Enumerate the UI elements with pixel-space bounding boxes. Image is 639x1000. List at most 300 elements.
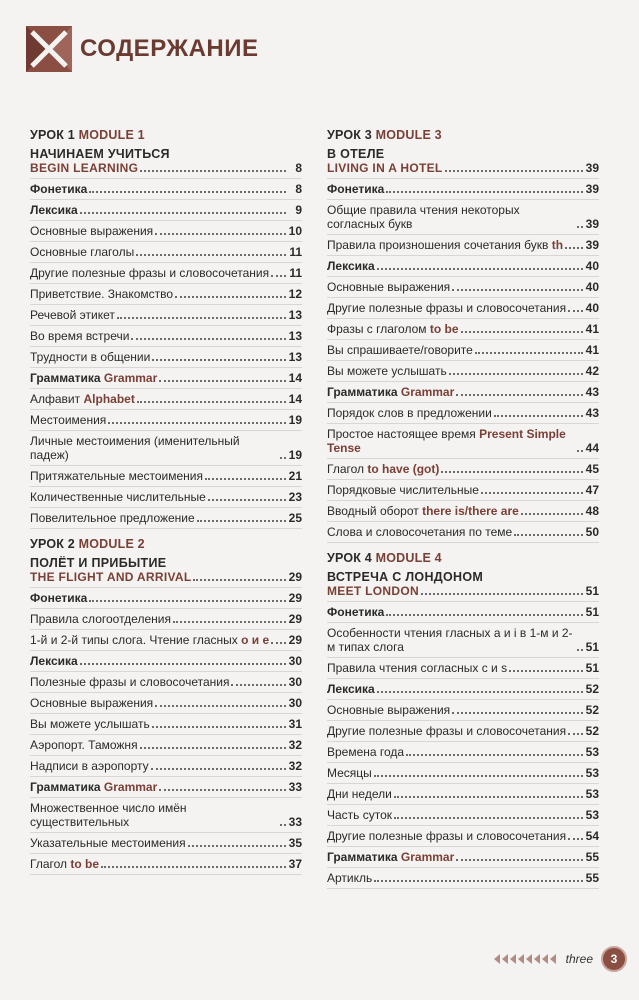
entry-text-ru: Фонетика bbox=[30, 182, 88, 196]
entry-text-ru: Глагол bbox=[327, 462, 365, 476]
entry-text-ru: Основные выражения bbox=[30, 696, 154, 710]
dot-leader bbox=[452, 712, 583, 714]
entry-text bbox=[30, 633, 269, 647]
entry-text-en: th bbox=[551, 238, 564, 252]
entry-text-ru: Грамматика bbox=[327, 850, 398, 864]
page-ref: 29 bbox=[288, 570, 302, 584]
dot-leader bbox=[140, 170, 286, 172]
page-ref: 43 bbox=[585, 385, 599, 399]
dot-leader bbox=[159, 380, 286, 382]
toc-entry[interactable] bbox=[30, 284, 302, 305]
entry-text bbox=[30, 780, 157, 794]
dot-leader bbox=[509, 670, 583, 672]
entry-text-en: to have (got) bbox=[367, 462, 440, 476]
decorative-arrows bbox=[494, 954, 556, 964]
section-title-ru: ВСТРЕЧА С ЛОНДОНОМ bbox=[327, 570, 484, 584]
entry-text bbox=[30, 591, 87, 605]
page-ref: 13 bbox=[288, 308, 302, 322]
dot-leader bbox=[456, 394, 583, 396]
dot-leader bbox=[89, 191, 286, 193]
toc-entry[interactable] bbox=[327, 480, 599, 501]
dot-leader bbox=[456, 859, 583, 861]
toc-entry[interactable] bbox=[30, 756, 302, 777]
toc-section bbox=[30, 128, 302, 529]
toc-entry[interactable] bbox=[30, 368, 302, 389]
dot-leader bbox=[481, 492, 583, 494]
toc-entry[interactable] bbox=[327, 679, 599, 700]
entry-text-ru: Вы можете услышать bbox=[30, 717, 150, 731]
page-ref: 21 bbox=[288, 469, 302, 483]
page-ref: 48 bbox=[585, 504, 599, 518]
entry-text bbox=[30, 654, 78, 668]
section-title-ru: НАЧИНАЕМ УЧИТЬСЯ bbox=[30, 147, 170, 161]
page-ref: 51 bbox=[585, 640, 599, 654]
entry-text-ru: Фонетика bbox=[30, 591, 88, 605]
page-number-badge: 3 bbox=[601, 946, 627, 972]
toc-entry[interactable] bbox=[327, 501, 599, 522]
entry-text bbox=[327, 406, 492, 420]
toc-entry[interactable] bbox=[30, 798, 302, 833]
entry-text-ru: Грамматика bbox=[30, 371, 101, 385]
section-title-ru: В ОТЕЛЕ bbox=[327, 147, 385, 161]
toc-entry[interactable] bbox=[327, 424, 599, 459]
page-ref: 39 bbox=[585, 182, 599, 196]
toc-entry[interactable] bbox=[327, 179, 599, 200]
entry-text bbox=[30, 329, 129, 343]
toc-entry[interactable] bbox=[327, 522, 599, 543]
page-ref: 30 bbox=[288, 675, 302, 689]
dot-leader bbox=[452, 289, 583, 291]
dot-leader bbox=[568, 733, 583, 735]
page-ref: 39 bbox=[585, 161, 599, 175]
dot-leader bbox=[475, 352, 583, 354]
dot-leader bbox=[155, 233, 286, 235]
entry-text bbox=[30, 836, 186, 850]
entry-text-en: to be bbox=[429, 322, 459, 336]
entry-text-ru: Правила чтения согласных c и s bbox=[327, 661, 508, 675]
page-ref: 51 bbox=[585, 661, 599, 675]
module-number: MODULE 1 bbox=[78, 128, 145, 142]
page-ref: 37 bbox=[288, 857, 302, 871]
dot-leader bbox=[152, 359, 286, 361]
entry-text bbox=[327, 182, 384, 196]
page-ref: 29 bbox=[288, 633, 302, 647]
entry-text-en: Grammar bbox=[103, 371, 158, 385]
page-ref: 51 bbox=[585, 605, 599, 619]
entry-text bbox=[327, 483, 479, 497]
page-ref: 40 bbox=[585, 280, 599, 294]
page-ref: 43 bbox=[585, 406, 599, 420]
page-ref: 52 bbox=[585, 724, 599, 738]
page-ref: 14 bbox=[288, 392, 302, 406]
entry-text bbox=[30, 612, 171, 626]
entry-text-ru: Другие полезные фразы и словосочетания bbox=[327, 829, 567, 843]
toc-section bbox=[30, 537, 302, 875]
entry-text-ru: Фразы с глаголом bbox=[327, 322, 427, 336]
dot-leader bbox=[374, 880, 583, 882]
entry-text bbox=[327, 871, 372, 885]
dot-leader bbox=[377, 691, 583, 693]
entry-text bbox=[30, 469, 203, 483]
dot-leader bbox=[394, 796, 583, 798]
dot-leader bbox=[494, 415, 583, 417]
toc-entry[interactable] bbox=[327, 847, 599, 868]
dot-leader bbox=[441, 471, 583, 473]
toc-entry[interactable] bbox=[30, 431, 302, 466]
entry-text-ru: Основные выражения bbox=[327, 703, 451, 717]
page-ref: 19 bbox=[288, 448, 302, 462]
page-ref: 13 bbox=[288, 329, 302, 343]
dot-leader bbox=[445, 170, 583, 172]
entry-text-ru: Повелительное предложение bbox=[30, 511, 195, 525]
entry-text-ru: Аэропорт. Таможня bbox=[30, 738, 138, 752]
entry-text bbox=[30, 287, 173, 301]
urok-number: УРОК 2 bbox=[30, 537, 75, 551]
page-ref: 23 bbox=[288, 490, 302, 504]
entry-text bbox=[30, 203, 78, 217]
toc-entry[interactable] bbox=[30, 410, 302, 431]
section-title-en-line[interactable] bbox=[327, 161, 599, 179]
entry-text bbox=[327, 525, 512, 539]
dot-leader bbox=[89, 600, 286, 602]
toc-entry[interactable] bbox=[327, 340, 599, 361]
entry-text bbox=[327, 364, 447, 378]
arrow-left-icon bbox=[502, 954, 508, 964]
entry-text-ru: Количественные числительные bbox=[30, 490, 206, 504]
dot-leader bbox=[137, 401, 286, 403]
entry-text-en: Alphabet bbox=[83, 392, 135, 406]
dot-leader bbox=[521, 513, 583, 515]
toc-entry[interactable] bbox=[327, 742, 599, 763]
entry-text-ru: Вы спрашиваете/говорите bbox=[327, 343, 473, 357]
dot-leader bbox=[152, 726, 286, 728]
toc-entry[interactable] bbox=[327, 658, 599, 679]
entry-text bbox=[327, 322, 459, 336]
entry-text bbox=[30, 717, 150, 731]
entry-text bbox=[30, 675, 229, 689]
toc-left-column bbox=[30, 128, 302, 883]
entry-text bbox=[327, 343, 473, 357]
page-ref: 52 bbox=[585, 703, 599, 717]
dot-leader bbox=[108, 422, 286, 424]
page-ref: 39 bbox=[585, 238, 599, 252]
toc-entry[interactable] bbox=[30, 221, 302, 242]
entry-text-en: Present Simple Tense bbox=[327, 427, 566, 455]
toc-entry[interactable] bbox=[327, 235, 599, 256]
entry-text-en: Grammar bbox=[103, 780, 158, 794]
entry-text bbox=[327, 238, 563, 252]
dot-leader bbox=[271, 642, 286, 644]
entry-text-en: to be bbox=[70, 857, 100, 871]
entry-text bbox=[327, 301, 566, 315]
entry-text-ru: Часть суток bbox=[327, 808, 393, 822]
toc-entry[interactable] bbox=[30, 833, 302, 854]
toc-entry[interactable] bbox=[327, 623, 599, 658]
footer-page-word: three bbox=[565, 952, 593, 966]
entry-text-ru: Трудности в общении bbox=[30, 350, 151, 364]
toc-entry[interactable] bbox=[30, 693, 302, 714]
entry-text-ru: Месяцы bbox=[327, 766, 372, 780]
section-label bbox=[327, 128, 599, 142]
entry-text-ru: Основные выражения bbox=[327, 280, 451, 294]
toc-entry[interactable] bbox=[30, 347, 302, 368]
entry-text bbox=[327, 626, 575, 654]
toc-entry[interactable] bbox=[327, 763, 599, 784]
toc-entry[interactable] bbox=[30, 651, 302, 672]
entry-text-ru: Правила произношения сочетания букв bbox=[327, 238, 549, 252]
entry-text-ru: Алфавит bbox=[30, 392, 81, 406]
toc-entry[interactable] bbox=[327, 459, 599, 480]
page-ref: 55 bbox=[585, 850, 599, 864]
entry-text bbox=[327, 462, 439, 476]
toc-entry[interactable] bbox=[327, 361, 599, 382]
dot-leader bbox=[377, 268, 583, 270]
entry-text-ru: 1-й и 2-й типы слога. Чтение гласных bbox=[30, 633, 238, 647]
entry-text bbox=[327, 427, 575, 455]
entry-text-ru: Полезные фразы и словосочетания bbox=[30, 675, 230, 689]
toc-entry[interactable] bbox=[30, 672, 302, 693]
page-title: СОДЕРЖАНИЕ bbox=[80, 35, 259, 62]
page-ref: 35 bbox=[288, 836, 302, 850]
entry-text bbox=[30, 801, 278, 829]
page-ref: 54 bbox=[585, 829, 599, 843]
toc-entry[interactable] bbox=[327, 200, 599, 235]
toc-entry[interactable] bbox=[327, 382, 599, 403]
page-ref: 40 bbox=[585, 259, 599, 273]
toc-entry[interactable] bbox=[30, 609, 302, 630]
entry-text-ru: Надписи в аэропорту bbox=[30, 759, 149, 773]
section-title-en-line[interactable] bbox=[327, 584, 599, 602]
toc-entry[interactable] bbox=[327, 700, 599, 721]
page-ref: 52 bbox=[585, 682, 599, 696]
page-ref: 32 bbox=[288, 738, 302, 752]
entry-text bbox=[30, 182, 87, 196]
entry-text bbox=[327, 682, 375, 696]
entry-text bbox=[327, 203, 575, 231]
entry-text-ru: Лексика bbox=[327, 259, 375, 273]
toc-section bbox=[327, 551, 599, 889]
section-label bbox=[30, 537, 302, 551]
dot-leader bbox=[406, 754, 583, 756]
entry-text-ru: Глагол bbox=[30, 857, 68, 871]
dot-leader bbox=[386, 191, 583, 193]
toc-entry[interactable] bbox=[327, 868, 599, 889]
entry-text-ru: Личные местоимения (именительный падеж) bbox=[30, 434, 240, 462]
dot-leader bbox=[577, 649, 583, 651]
entry-text bbox=[327, 280, 450, 294]
page-ref: 47 bbox=[585, 483, 599, 497]
section-title-en: THE FLIGHT AND ARRIVAL bbox=[30, 570, 192, 584]
entry-text-ru: Слова и словосочетания по теме bbox=[327, 525, 513, 539]
page-ref: 53 bbox=[585, 808, 599, 822]
dot-leader bbox=[394, 817, 583, 819]
toc-entry[interactable] bbox=[30, 777, 302, 798]
module-number: MODULE 2 bbox=[78, 537, 145, 551]
page-ref: 14 bbox=[288, 371, 302, 385]
entry-text-ru: Фонетика bbox=[327, 605, 385, 619]
entry-text bbox=[327, 724, 566, 738]
page-footer bbox=[494, 946, 627, 972]
entry-text-en: Grammar bbox=[400, 385, 455, 399]
page-ref: 41 bbox=[585, 322, 599, 336]
toc-entry[interactable] bbox=[30, 326, 302, 347]
toc-entry[interactable] bbox=[327, 602, 599, 623]
page-ref: 9 bbox=[295, 203, 302, 217]
toc-section bbox=[327, 128, 599, 543]
entry-text-ru: Лексика bbox=[327, 682, 375, 696]
toc-entry[interactable] bbox=[30, 854, 302, 875]
entry-text-ru: Простое настоящее время bbox=[327, 427, 476, 441]
entry-text bbox=[30, 413, 106, 427]
entry-text bbox=[30, 696, 153, 710]
entry-text-ru: Множественное число имён существительных bbox=[30, 801, 187, 829]
dot-leader bbox=[514, 534, 583, 536]
dot-leader bbox=[421, 593, 583, 595]
toc-entry[interactable] bbox=[30, 389, 302, 410]
entry-text-ru: Лексика bbox=[30, 654, 78, 668]
dot-leader bbox=[449, 373, 583, 375]
entry-text bbox=[30, 371, 157, 385]
section-title-en: MEET LONDON bbox=[327, 584, 419, 598]
toc-entry[interactable] bbox=[327, 721, 599, 742]
page-ref: 11 bbox=[289, 266, 302, 280]
page-ref: 42 bbox=[585, 364, 599, 378]
toc-entry[interactable] bbox=[30, 305, 302, 326]
dot-leader bbox=[101, 866, 286, 868]
entry-text-ru: Общие правила чтения некоторых согласных букв bbox=[327, 203, 520, 231]
entry-text-ru: Времена года bbox=[327, 745, 405, 759]
toc-entry[interactable] bbox=[30, 630, 302, 651]
entry-text-ru: Порядковые числительные bbox=[327, 483, 479, 497]
toc-entry[interactable] bbox=[327, 403, 599, 424]
dot-leader bbox=[173, 621, 286, 623]
page-header bbox=[26, 26, 259, 72]
toc-entry[interactable] bbox=[30, 487, 302, 508]
toc-entry[interactable] bbox=[30, 508, 302, 529]
arrow-left-icon bbox=[526, 954, 532, 964]
toc-entry[interactable] bbox=[30, 179, 302, 200]
urok-number: УРОК 3 bbox=[327, 128, 372, 142]
entry-text bbox=[327, 605, 384, 619]
page-ref: 31 bbox=[288, 717, 302, 731]
entry-text bbox=[30, 308, 115, 322]
dot-leader bbox=[80, 212, 286, 214]
toc-entry[interactable] bbox=[30, 263, 302, 284]
toc-entry[interactable] bbox=[30, 466, 302, 487]
section-label bbox=[30, 128, 302, 142]
page-ref: 32 bbox=[288, 759, 302, 773]
entry-text-ru: Во время встречи bbox=[30, 329, 130, 343]
entry-text-ru: Вы можете услышать bbox=[327, 364, 447, 378]
entry-text bbox=[327, 703, 450, 717]
toc-right-column bbox=[327, 128, 599, 897]
toc-entry[interactable] bbox=[30, 242, 302, 263]
toc-entry[interactable] bbox=[327, 319, 599, 340]
entry-text-ru: Указательные местоимения bbox=[30, 836, 186, 850]
section-label bbox=[327, 551, 599, 565]
section-title-en-line[interactable] bbox=[30, 570, 302, 588]
entry-text-en: there is/there are bbox=[422, 504, 519, 518]
entry-text-ru: Другие полезные фразы и словосочетания bbox=[327, 724, 567, 738]
toc-entry[interactable] bbox=[327, 298, 599, 319]
entry-text bbox=[327, 385, 454, 399]
entry-text-ru: Другие полезные фразы и словосочетания bbox=[327, 301, 567, 315]
dot-leader bbox=[374, 775, 583, 777]
dot-leader bbox=[175, 296, 286, 298]
entry-text-en: o и e bbox=[241, 633, 270, 647]
entry-text-ru: Порядок слов в предложении bbox=[327, 406, 492, 420]
toc-entry[interactable] bbox=[30, 714, 302, 735]
page-ref: 40 bbox=[585, 301, 599, 315]
toc-entry[interactable] bbox=[30, 200, 302, 221]
dot-leader bbox=[577, 226, 583, 228]
arrow-left-icon bbox=[494, 954, 500, 964]
page-ref: 51 bbox=[585, 584, 599, 598]
dot-leader bbox=[280, 457, 286, 459]
page-ref: 12 bbox=[288, 287, 302, 301]
section-title-en-line[interactable] bbox=[30, 161, 302, 179]
page-ref: 44 bbox=[585, 441, 599, 455]
toc-entry[interactable] bbox=[30, 588, 302, 609]
entry-text-ru: Вводный оборот bbox=[327, 504, 419, 518]
entry-text-ru: Основные выражения bbox=[30, 224, 154, 238]
toc-entry[interactable] bbox=[327, 805, 599, 826]
dot-leader bbox=[188, 845, 286, 847]
page-ref: 41 bbox=[585, 343, 599, 357]
entry-text-ru: Другие полезные фразы и словосочетания bbox=[30, 266, 270, 280]
entry-text bbox=[30, 738, 138, 752]
toc-entry[interactable] bbox=[30, 735, 302, 756]
entry-text bbox=[327, 787, 392, 801]
entry-text bbox=[327, 745, 404, 759]
entry-text bbox=[30, 511, 195, 525]
page-ref: 50 bbox=[585, 525, 599, 539]
page-ref: 10 bbox=[288, 224, 302, 238]
toc-entry[interactable] bbox=[327, 784, 599, 805]
page-ref: 55 bbox=[585, 871, 599, 885]
dot-leader bbox=[136, 254, 286, 256]
arrow-left-icon bbox=[542, 954, 548, 964]
page-ref: 29 bbox=[288, 612, 302, 626]
entry-text-ru: Местоимения bbox=[30, 413, 107, 427]
entry-text-ru: Основные глаголы bbox=[30, 245, 135, 259]
dot-leader bbox=[280, 824, 286, 826]
entry-text-ru: Притяжательные местоимения bbox=[30, 469, 203, 483]
entry-text-ru: Грамматика bbox=[30, 780, 101, 794]
dot-leader bbox=[117, 317, 286, 319]
page-ref: 33 bbox=[288, 815, 302, 829]
dot-leader bbox=[197, 520, 286, 522]
page-ref: 39 bbox=[585, 217, 599, 231]
entry-text bbox=[327, 504, 519, 518]
page-ref: 33 bbox=[288, 780, 302, 794]
dot-leader bbox=[577, 450, 583, 452]
entry-text-ru: Речевой этикет bbox=[30, 308, 115, 322]
entry-text-ru: Особенности чтения гласных a и i в 1-м и 2-м типах слога bbox=[327, 626, 573, 654]
toc-entry[interactable] bbox=[327, 826, 599, 847]
section-title-ru: ПОЛЁТ И ПРИБЫТИЕ bbox=[30, 556, 167, 570]
page-ref: 19 bbox=[288, 413, 302, 427]
toc-entry[interactable] bbox=[327, 277, 599, 298]
arrow-left-icon bbox=[550, 954, 556, 964]
dot-leader bbox=[80, 663, 286, 665]
dot-leader bbox=[155, 705, 286, 707]
toc-entry[interactable] bbox=[327, 256, 599, 277]
dot-leader bbox=[271, 275, 286, 277]
entry-text bbox=[30, 224, 153, 238]
dot-leader bbox=[159, 789, 286, 791]
page-ref: 13 bbox=[288, 350, 302, 364]
